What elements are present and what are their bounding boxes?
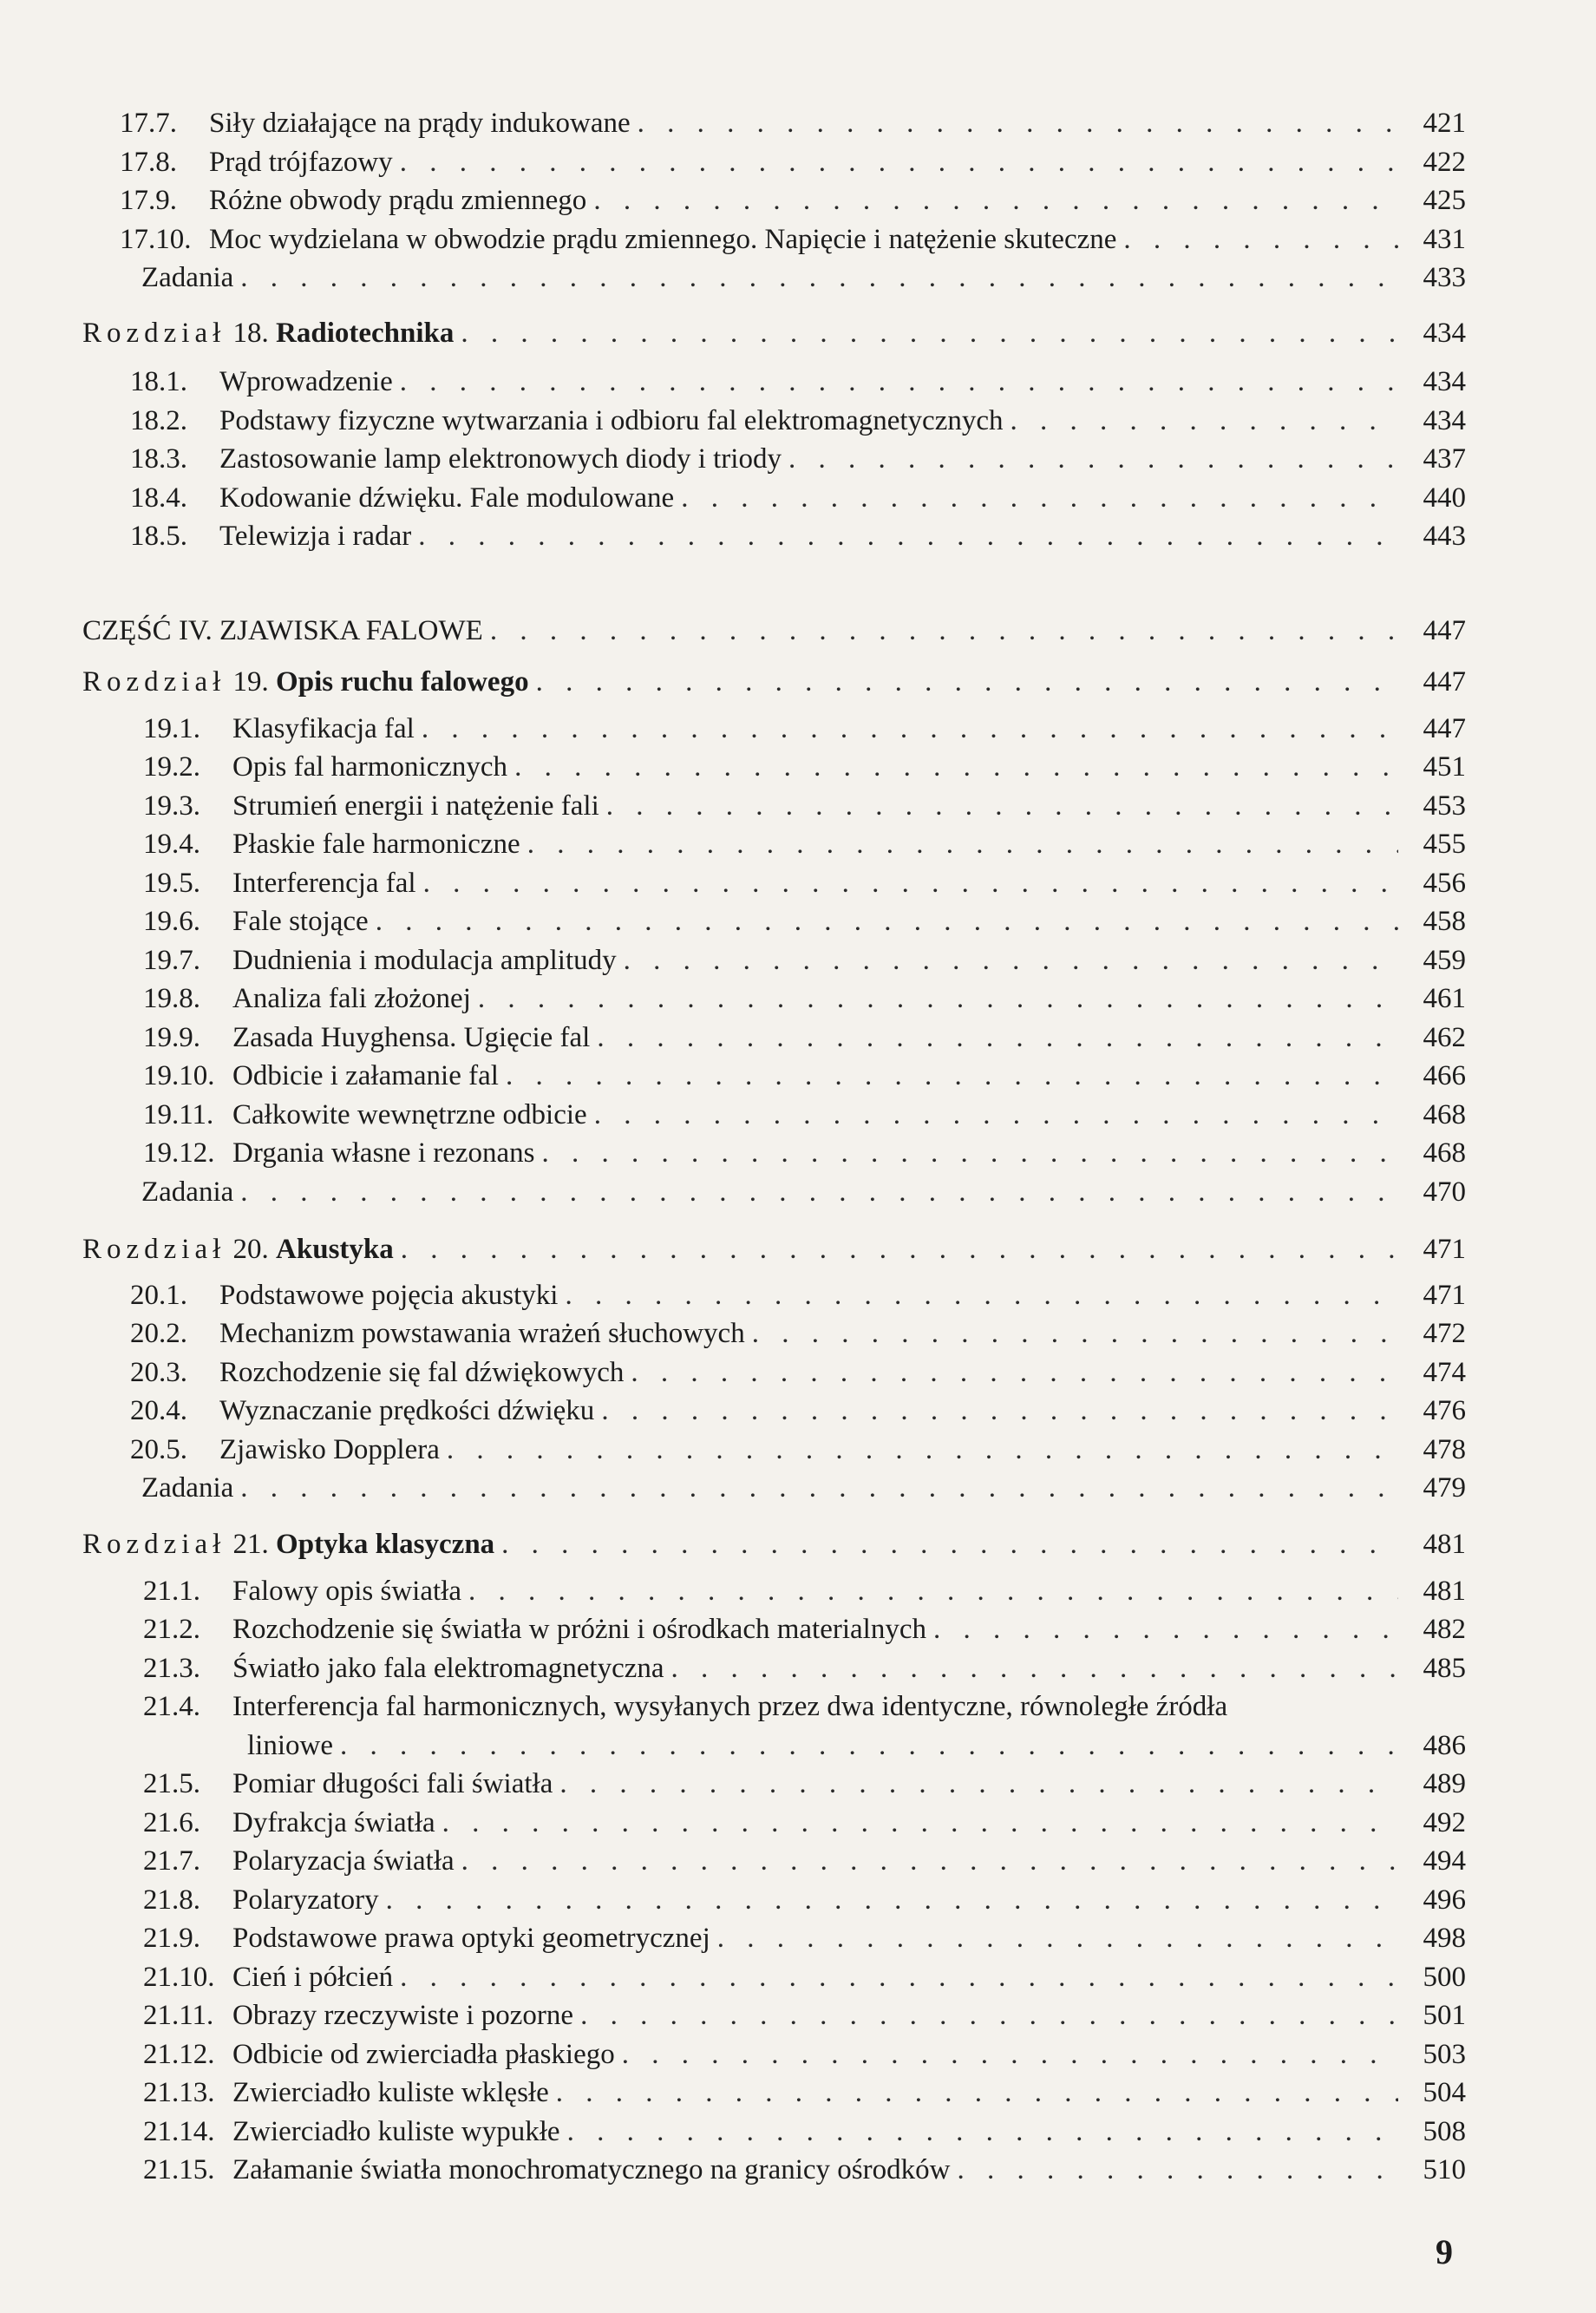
toc-entry xyxy=(143,1572,1466,1610)
section-title: Telewizja i radar xyxy=(219,521,412,552)
section-number: 17.8. xyxy=(120,147,177,178)
toc-entry xyxy=(130,363,1466,401)
chapter-number: 21. xyxy=(232,1529,269,1560)
leader-dots xyxy=(622,2035,1398,2074)
toc-entry xyxy=(130,440,1466,478)
page-number: 486 xyxy=(1423,1730,1466,1761)
toc-entry xyxy=(143,980,1466,1018)
toc-entry xyxy=(120,104,1466,142)
section-title: Interferencja fal xyxy=(232,868,416,899)
section-number: 21.8. xyxy=(143,1884,200,1916)
section-number: 21.1. xyxy=(143,1576,200,1607)
toc-entry xyxy=(130,1276,1466,1314)
section-number: 21.14. xyxy=(143,2116,215,2147)
page-number: 440 xyxy=(1423,482,1466,514)
section-number: 18.1. xyxy=(130,366,187,397)
toc-part xyxy=(82,612,1466,650)
page-number: 476 xyxy=(1423,1395,1466,1426)
section-number: 21.3. xyxy=(143,1653,200,1684)
toc-entry xyxy=(130,517,1466,555)
page-number: 500 xyxy=(1423,1962,1466,1993)
toc-chapter xyxy=(82,314,1466,352)
section-title: Polaryzatory xyxy=(232,1884,379,1916)
toc-entry xyxy=(143,1765,1466,1803)
leader-dots xyxy=(631,1353,1398,1392)
section-number: 21.4. xyxy=(143,1691,200,1722)
page-number: 485 xyxy=(1423,1653,1466,1684)
section-number: 19.8. xyxy=(143,983,200,1014)
section-number: 21.6. xyxy=(143,1807,200,1838)
section-number: 18.3. xyxy=(130,443,187,475)
section-title: Podstawy fizyczne wytwarzania i odbioru fal elektromagnetycznych xyxy=(219,405,1004,436)
leader-dots xyxy=(478,980,1398,1018)
chapter-label: Rozdział xyxy=(82,318,226,349)
leader-dots xyxy=(240,1469,1398,1507)
page-number: 508 xyxy=(1423,2116,1466,2147)
chapter-title: Akustyka xyxy=(276,1234,394,1265)
section-title: Podstawowe prawa optyki geometrycznej xyxy=(232,1923,710,1954)
chapter-number: 20. xyxy=(232,1234,269,1265)
page-number: 447 xyxy=(1423,713,1466,744)
page-number: 447 xyxy=(1423,666,1466,698)
section-title: Klasyfikacja fal xyxy=(232,713,415,744)
section-title: Mechanizm powstawania wrażeń słuchowych xyxy=(219,1318,745,1349)
chapter-label: Rozdział xyxy=(82,1529,226,1560)
toc-entry xyxy=(130,1431,1466,1469)
toc-entry-continuation xyxy=(247,1727,1466,1765)
chapter-title: Radiotechnika xyxy=(276,318,455,349)
toc-entry xyxy=(143,1996,1466,2035)
toc-entry-exercises xyxy=(141,1469,1466,1507)
section-title: Rozchodzenie się fal dźwiękowych xyxy=(219,1357,625,1388)
toc-entry xyxy=(143,748,1466,786)
leader-dots xyxy=(468,1572,1398,1610)
toc-entry xyxy=(143,1804,1466,1842)
leader-dots xyxy=(340,1727,1398,1765)
section-number: 21.2. xyxy=(143,1614,200,1645)
section-title: Drgania własne i rezonans xyxy=(232,1137,535,1169)
page-number: 481 xyxy=(1423,1529,1466,1560)
toc-chapter xyxy=(82,663,1466,701)
section-title: Rozchodzenie się światła w próżni i ośrodkach materialnych xyxy=(232,1614,926,1645)
leader-dots xyxy=(400,363,1398,401)
page-number: 433 xyxy=(1423,262,1466,293)
section-number: 20.2. xyxy=(130,1318,187,1349)
leader-dots xyxy=(240,259,1398,297)
toc-entry xyxy=(143,1019,1466,1057)
page-number: 503 xyxy=(1423,2039,1466,2070)
section-title: Odbicie od zwierciadła płaskiego xyxy=(232,2039,615,2070)
section-title: Prąd trójfazowy xyxy=(209,147,393,178)
leader-dots xyxy=(400,1958,1398,1996)
section-number: 21.11. xyxy=(143,2000,214,2031)
section-number: 19.7. xyxy=(143,945,200,976)
section-title: Dudnienia i modulacja amplitudy xyxy=(232,945,617,976)
section-number: 19.3. xyxy=(143,790,200,822)
leader-dots xyxy=(527,825,1398,863)
toc-entry xyxy=(130,402,1466,440)
toc-entry xyxy=(143,1881,1466,1919)
leader-dots xyxy=(542,1134,1398,1172)
section-number: 21.5. xyxy=(143,1768,200,1799)
leader-dots xyxy=(376,902,1398,940)
leader-dots xyxy=(606,787,1398,825)
page-number: 434 xyxy=(1423,405,1466,436)
leader-dots xyxy=(933,1610,1398,1648)
section-number: 18.4. xyxy=(130,482,187,514)
toc-entry xyxy=(143,2035,1466,2074)
section-number: 21.15. xyxy=(143,2154,215,2185)
section-number: 19.5. xyxy=(143,868,200,899)
chapter-label: Rozdział xyxy=(82,1234,226,1265)
page-number: 456 xyxy=(1423,868,1466,899)
leader-dots xyxy=(638,104,1398,142)
page-folio-number: 9 xyxy=(1436,2232,1453,2271)
section-number: 19.12. xyxy=(143,1137,215,1169)
page-number: 453 xyxy=(1423,790,1466,822)
section-title: Zasada Huyghensa. Ugięcie fal xyxy=(232,1022,591,1053)
section-title: Różne obwody prądu zmiennego xyxy=(209,185,587,216)
section-number: 21.13. xyxy=(143,2077,215,2108)
section-title: Fale stojące xyxy=(232,906,369,937)
toc-entry xyxy=(130,1314,1466,1353)
section-number: 21.7. xyxy=(143,1845,200,1877)
leader-dots xyxy=(422,710,1398,748)
toc-entry xyxy=(130,1392,1466,1430)
section-title: Całkowite wewnętrzne odbicie xyxy=(232,1099,587,1130)
section-number: 18.2. xyxy=(130,405,187,436)
page-number: 492 xyxy=(1423,1807,1466,1838)
page-number: 472 xyxy=(1423,1318,1466,1349)
page-number: 471 xyxy=(1423,1234,1466,1265)
leader-dots xyxy=(514,748,1398,786)
leader-dots xyxy=(957,2151,1398,2189)
section-title: Zastosowanie lamp elektronowych diody i triody xyxy=(219,443,782,475)
leader-dots xyxy=(594,1096,1398,1134)
page-number: 496 xyxy=(1423,1884,1466,1916)
section-title: Opis fal harmonicznych xyxy=(232,751,508,783)
section-title: Pomiar długości fali światła xyxy=(232,1768,553,1799)
section-title: Analiza fali złożonej xyxy=(232,983,471,1014)
leader-dots xyxy=(717,1919,1398,1957)
leader-dots xyxy=(461,1842,1398,1880)
section-number: 17.7. xyxy=(120,108,177,139)
toc-entry xyxy=(143,941,1466,980)
part-title: CZĘŚĆ IV. ZJAWISKA FALOWE xyxy=(82,615,483,646)
section-title: Zjawisko Dopplera xyxy=(219,1434,440,1465)
leader-dots xyxy=(386,1881,1398,1919)
page-number: 455 xyxy=(1423,829,1466,860)
toc-entry xyxy=(143,825,1466,863)
page-number: 466 xyxy=(1423,1060,1466,1091)
section-title: Zadania xyxy=(141,1176,234,1208)
section-title: Zadania xyxy=(141,262,234,293)
leader-dots xyxy=(506,1057,1398,1095)
page-number: 434 xyxy=(1423,318,1466,349)
section-title: Obrazy rzeczywiste i pozorne xyxy=(232,2000,574,2031)
page-number: 461 xyxy=(1423,983,1466,1014)
leader-dots xyxy=(418,517,1398,555)
chapter-number: 18. xyxy=(232,318,269,349)
toc-entry xyxy=(143,1057,1466,1095)
section-title: Falowy opis światła xyxy=(232,1576,461,1607)
toc-chapter xyxy=(82,1230,1466,1268)
page-number: 470 xyxy=(1423,1176,1466,1208)
section-number: 21.9. xyxy=(143,1923,200,1954)
page-number: 468 xyxy=(1423,1137,1466,1169)
toc-entry xyxy=(130,479,1466,517)
section-number: 20.1. xyxy=(130,1280,187,1311)
page-number: 447 xyxy=(1423,615,1466,646)
section-title: Wprowadzenie xyxy=(219,366,393,397)
section-number: 19.10. xyxy=(143,1060,215,1091)
section-title: Płaskie fale harmoniczne xyxy=(232,829,520,860)
section-title: Moc wydzielana w obwodzie prądu zmiennego. Napięcie i natężenie skuteczne xyxy=(209,224,1117,255)
toc-entry xyxy=(143,710,1466,748)
page-number: 479 xyxy=(1423,1472,1466,1504)
toc-entry xyxy=(120,220,1466,259)
page-number: 510 xyxy=(1423,2154,1466,2185)
section-title: Odbicie i załamanie fal xyxy=(232,1060,499,1091)
section-number: 21.10. xyxy=(143,1962,215,1993)
page-number: 501 xyxy=(1423,2000,1466,2031)
section-number: 19.2. xyxy=(143,751,200,783)
toc-entry xyxy=(120,181,1466,220)
section-title: Kodowanie dźwięku. Fale modulowane xyxy=(219,482,675,514)
leader-dots xyxy=(400,143,1398,181)
section-title: Wyznaczanie prędkości dźwięku xyxy=(219,1395,595,1426)
chapter-number: 19. xyxy=(232,666,269,698)
page-number: 425 xyxy=(1423,185,1466,216)
page-number: 459 xyxy=(1423,945,1466,976)
leader-dots xyxy=(567,2113,1398,2151)
leader-dots xyxy=(461,314,1398,352)
leader-dots xyxy=(597,1019,1398,1057)
page-number: 462 xyxy=(1423,1022,1466,1053)
section-number: 20.4. xyxy=(130,1395,187,1426)
page-number: 431 xyxy=(1423,224,1466,255)
section-title: Strumień energii i natężenie fali xyxy=(232,790,599,822)
section-title: Polaryzacja światła xyxy=(232,1845,455,1877)
page-number: 489 xyxy=(1423,1768,1466,1799)
page-number: 482 xyxy=(1423,1614,1466,1645)
section-number: 19.1. xyxy=(143,713,200,744)
toc-entry xyxy=(143,1610,1466,1648)
page-number: 498 xyxy=(1423,1923,1466,1954)
leader-dots xyxy=(671,1649,1398,1687)
page-number: 474 xyxy=(1423,1357,1466,1388)
leader-dots xyxy=(565,1276,1398,1314)
leader-dots xyxy=(556,2074,1398,2112)
section-title: Siły działające na prądy indukowane xyxy=(209,108,631,139)
section-title: Cień i półcień xyxy=(232,1962,394,1993)
leader-dots xyxy=(1123,220,1398,259)
page-number: 478 xyxy=(1423,1434,1466,1465)
toc-entry xyxy=(143,1096,1466,1134)
toc-entry xyxy=(143,2113,1466,2151)
toc-entry xyxy=(143,902,1466,940)
section-number: 19.6. xyxy=(143,906,200,937)
section-title-continuation: liniowe xyxy=(247,1730,333,1761)
page-number: 471 xyxy=(1423,1280,1466,1311)
section-title: Załamanie światła monochromatycznego na granicy ośrodków xyxy=(232,2154,951,2185)
chapter-title: Optyka klasyczna xyxy=(276,1529,495,1560)
leader-dots xyxy=(401,1230,1398,1268)
page-number: 481 xyxy=(1423,1576,1466,1607)
section-number: 21.12. xyxy=(143,2039,215,2070)
leader-dots xyxy=(447,1431,1398,1469)
toc-entry xyxy=(143,1649,1466,1687)
page-number: 434 xyxy=(1423,366,1466,397)
leader-dots xyxy=(788,440,1398,478)
section-number: 17.9. xyxy=(120,185,177,216)
toc-entry xyxy=(143,1134,1466,1172)
leader-dots xyxy=(536,663,1398,701)
toc-entry xyxy=(143,1842,1466,1880)
section-title: Zwierciadło kuliste wklęsłe xyxy=(232,2077,549,2108)
page-number: 422 xyxy=(1423,147,1466,178)
section-number: 18.5. xyxy=(130,521,187,552)
section-number: 17.10. xyxy=(120,224,192,255)
section-title: Zwierciadło kuliste wypukłe xyxy=(232,2116,560,2147)
toc-entry xyxy=(143,1958,1466,1996)
section-title: Światło jako fala elektromagnetyczna xyxy=(232,1653,664,1684)
toc-entry xyxy=(143,787,1466,825)
toc-entry xyxy=(143,1687,1466,1726)
section-number: 19.4. xyxy=(143,829,200,860)
page-number: 458 xyxy=(1423,906,1466,937)
leader-dots xyxy=(240,1173,1398,1211)
toc-entry xyxy=(143,864,1466,902)
section-title: Dyfrakcja światła xyxy=(232,1807,435,1838)
page-number: 468 xyxy=(1423,1099,1466,1130)
leader-dots xyxy=(593,181,1398,220)
page-number: 437 xyxy=(1423,443,1466,475)
leader-dots xyxy=(580,1996,1398,2035)
section-title: Zadania xyxy=(141,1472,234,1504)
page-number: 421 xyxy=(1423,108,1466,139)
chapter-label: Rozdział xyxy=(82,666,226,698)
page-number: 443 xyxy=(1423,521,1466,552)
toc-entry xyxy=(143,1919,1466,1957)
section-title: Interferencja fal harmonicznych, wysyłanych przez dwa identyczne, równoległe źródła xyxy=(232,1691,1228,1722)
section-number: 19.11. xyxy=(143,1099,214,1130)
toc-entry xyxy=(143,2151,1466,2189)
toc-entry xyxy=(143,2074,1466,2112)
toc-entry xyxy=(130,1353,1466,1392)
leader-dots xyxy=(601,1392,1398,1430)
toc-entry-exercises xyxy=(141,259,1466,297)
leader-dots xyxy=(1011,402,1399,440)
section-title: Podstawowe pojęcia akustyki xyxy=(219,1280,559,1311)
toc-entry-exercises xyxy=(141,1173,1466,1211)
page-number: 504 xyxy=(1423,2077,1466,2108)
leader-dots xyxy=(442,1804,1398,1842)
chapter-title: Opis ruchu falowego xyxy=(276,666,529,698)
page-number: 494 xyxy=(1423,1845,1466,1877)
section-number: 19.9. xyxy=(143,1022,200,1053)
leader-dots xyxy=(501,1525,1398,1563)
toc-chapter xyxy=(82,1525,1466,1563)
section-number: 20.5. xyxy=(130,1434,187,1465)
leader-dots xyxy=(681,479,1398,517)
leader-dots xyxy=(490,612,1398,650)
leader-dots xyxy=(423,864,1398,902)
leader-dots xyxy=(624,941,1398,980)
section-number: 20.3. xyxy=(130,1357,187,1388)
leader-dots xyxy=(752,1314,1398,1353)
leader-dots xyxy=(559,1765,1398,1803)
page-number: 451 xyxy=(1423,751,1466,783)
toc-entry xyxy=(120,143,1466,181)
